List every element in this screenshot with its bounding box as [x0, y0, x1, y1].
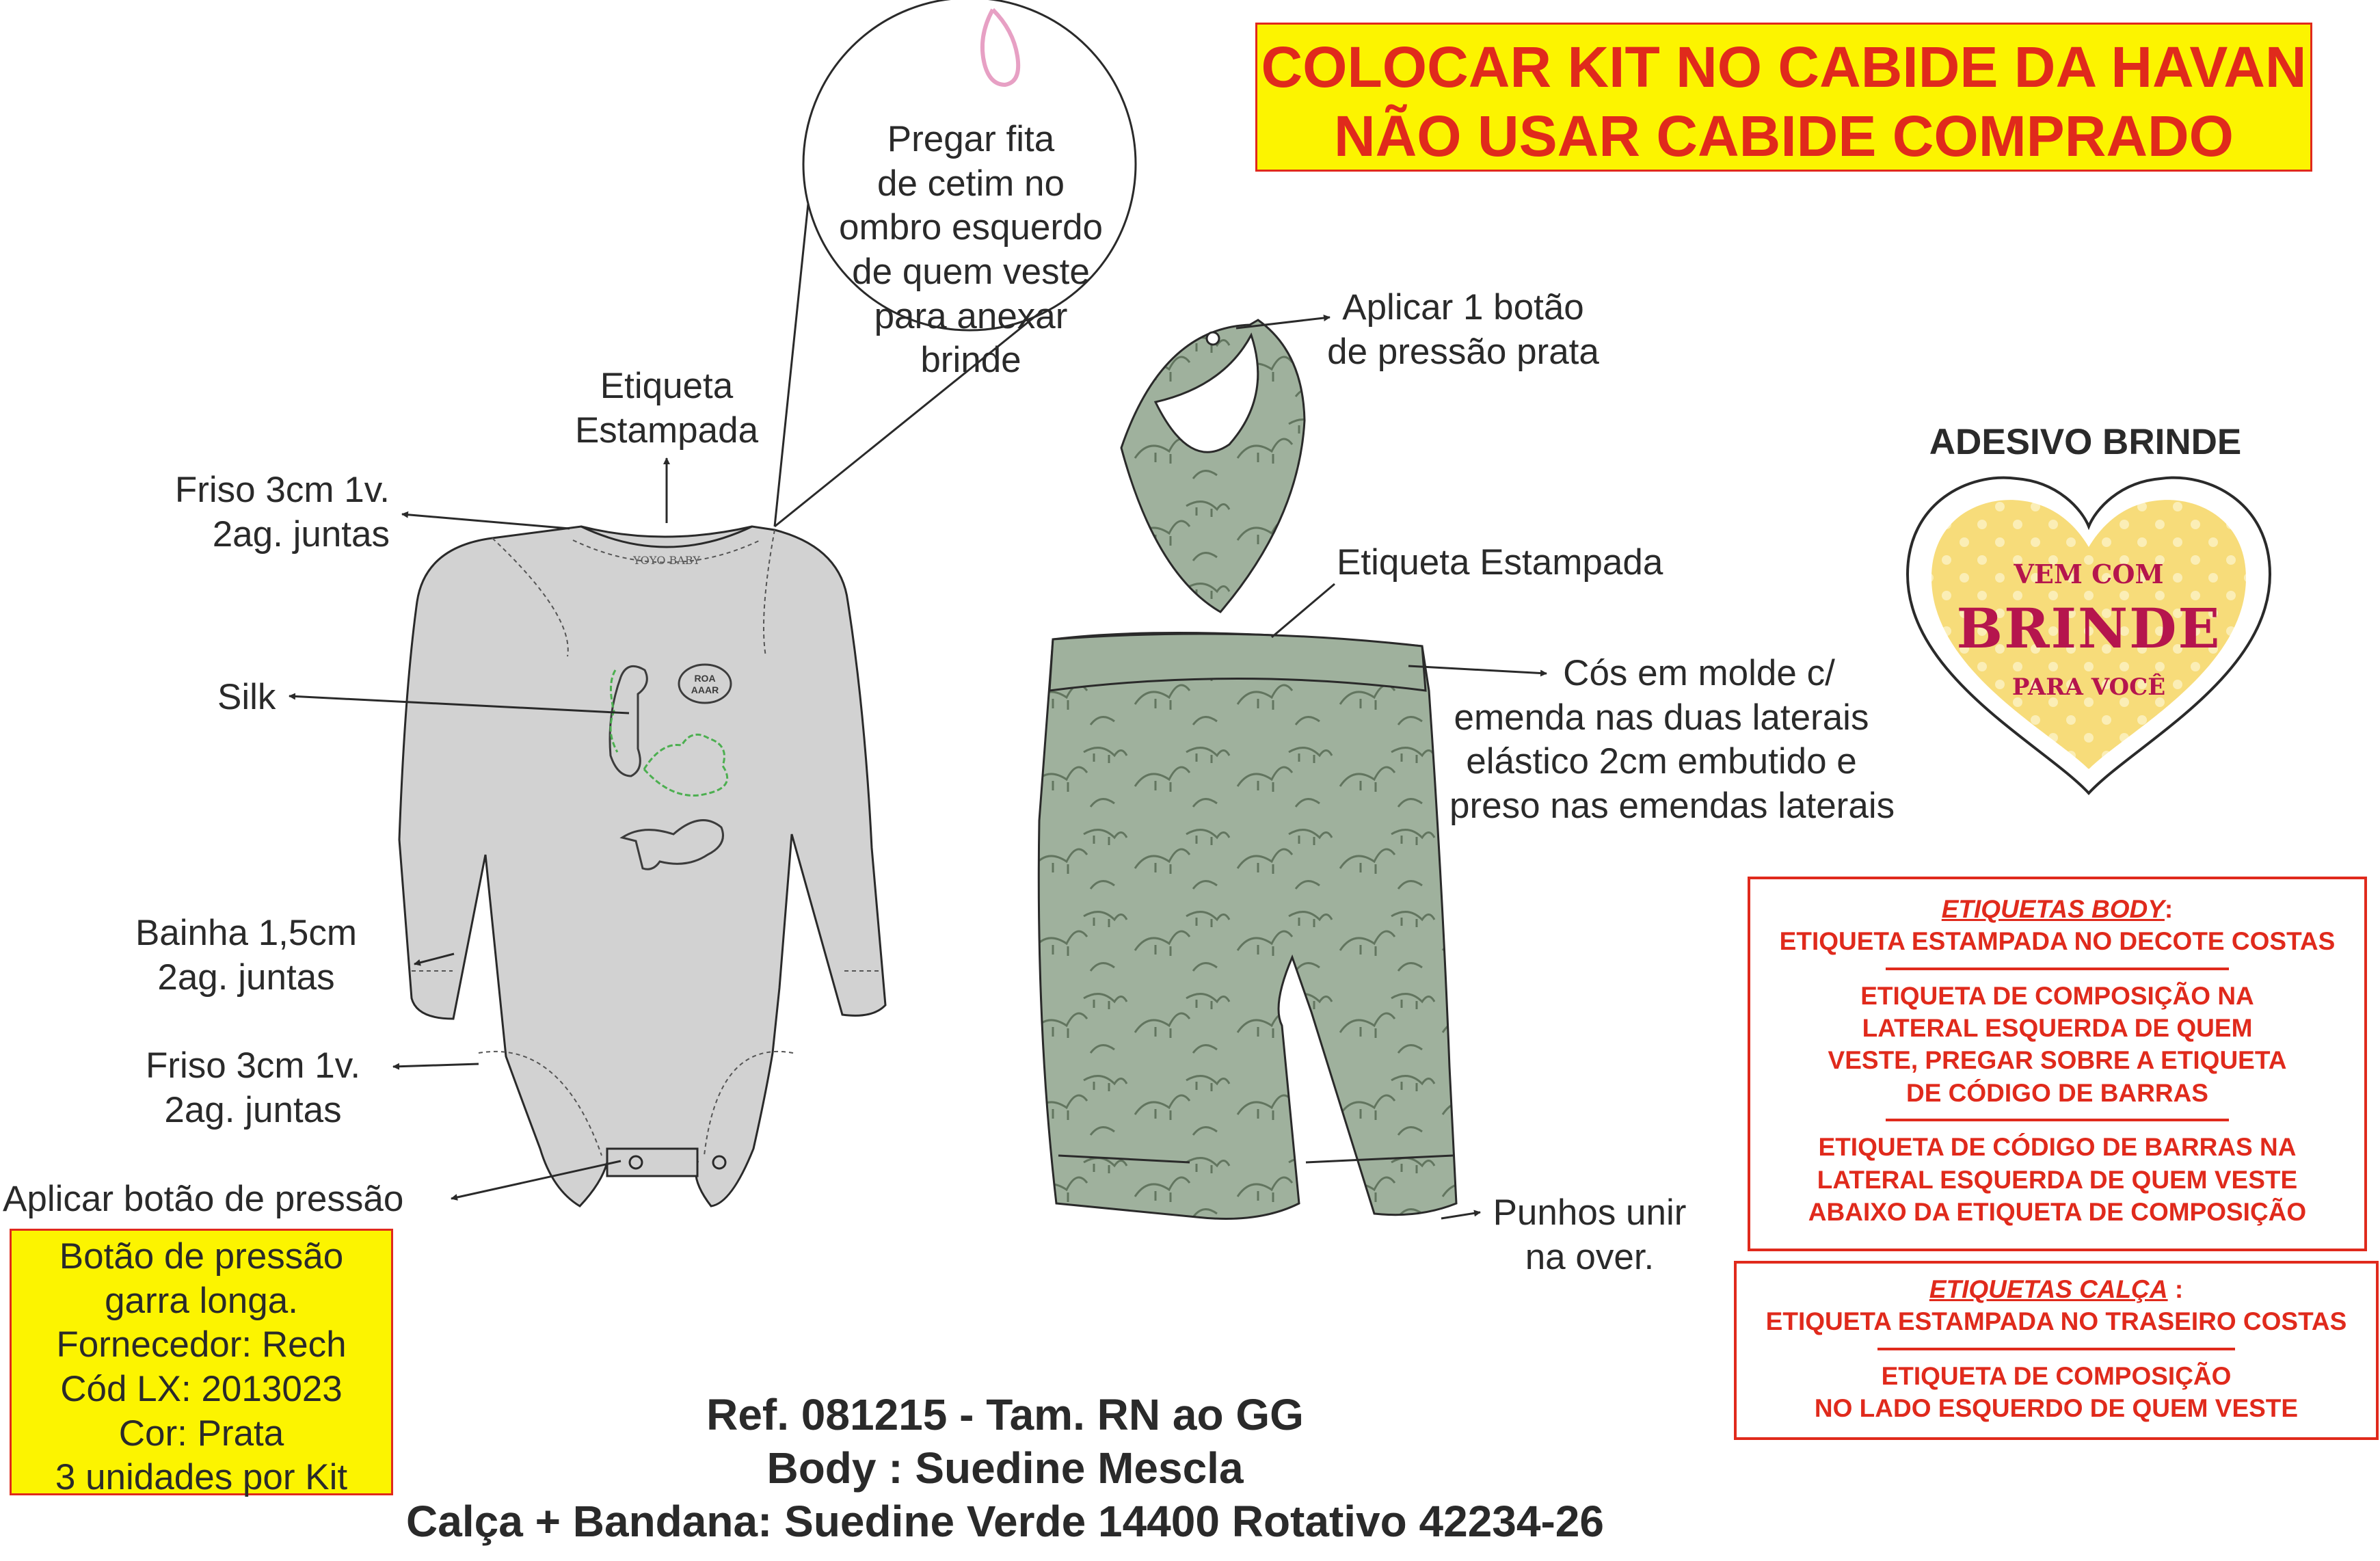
body-labels-header: ETIQUETAS BODY: [1941, 895, 2165, 923]
reference-line: Body : Suedine Mescla: [766, 1443, 1244, 1493]
bandana-snap-callout: Aplicar 1 botão de pressão prata: [1327, 287, 1599, 372]
brand-label: YOYO BABY: [633, 554, 700, 567]
pants-labels-header: ETIQUETAS CALÇA: [1929, 1275, 2168, 1303]
body-labels-item: ETIQUETA ESTAMPADA NO DECOTE COSTAS: [1779, 927, 2336, 956]
waistband-callout: Cós em molde c/ emenda nas duas laterais elástico 2cm embutido e preso nas emendas laterais: [1449, 653, 1895, 826]
bubble-text: ROA: [694, 673, 716, 684]
pants-drawing: [1039, 633, 1456, 1219]
supplier-info-box: Botão de pressão garra longa. Fornecedor: Rech Cód LX: 2013023 Cor: Prata 3 unidades por Kit: [10, 1229, 393, 1495]
pants-labels-box: ETIQUETAS CALÇA : ETIQUETA ESTAMPADA NO TRASEIRO COSTAS ETIQUETA DE COMPOSIÇÃO NO LADO ESQUERDO DE QUEM VESTE: [1734, 1261, 2379, 1440]
sticker-title: ADESIVO BRINDE: [1929, 422, 2242, 462]
leg-trim-callout: Friso 3cm 1v. 2ag. juntas: [145, 1045, 361, 1130]
divider: [1886, 968, 2230, 970]
banner-line-2: NÃO USAR CABIDE COMPRADO: [1333, 103, 2234, 168]
cuff-callout: Punhos unir na over.: [1493, 1192, 1687, 1277]
sticker-text-bottom: PARA VOCÊ: [2011, 673, 2166, 701]
bubble-text: AAAR: [691, 684, 719, 695]
neck-trim-callout: Friso 3cm 1v. 2ag. juntas: [174, 470, 390, 555]
snap-callout: Aplicar botão de pressão: [3, 1179, 404, 1219]
hem-callout: Bainha 1,5cm 2ag. juntas: [135, 913, 358, 998]
sticker-text-top: VEM COM: [2014, 559, 2164, 589]
body-labels-box: ETIQUETAS BODY: ETIQUETA ESTAMPADA NO DECOTE COSTAS ETIQUETA DE COMPOSIÇÃO NA LATERAL ESQUERDA DE QUEM VESTE, PREGAR SOBRE A ETIQUETA DE CÓDIGO DE BARRAS ETIQUETA DE CÓDIGO DE BARRAS NA LATERAL ESQUERDA DE QUEM VESTE ABAIXO DA ETIQUETA DE COMPOSIÇÃO: [1748, 877, 2367, 1251]
body-label-callout: Etiqueta Estampada: [574, 366, 759, 451]
banner-line-1: COLOCAR KIT NO CABIDE DA HAVAN: [1261, 35, 2307, 99]
hanger-warning-banner: [1255, 23, 2312, 172]
pants-label-callout: Etiqueta Estampada: [1337, 542, 1663, 583]
reference-line: Ref. 081215 - Tam. RN ao GG: [706, 1390, 1304, 1439]
bandana-drawing: [1121, 320, 1305, 612]
divider: [1886, 1119, 2230, 1121]
silk-callout: Silk: [217, 677, 276, 717]
reference-line: Calça + Bandana: Suedine Verde 14400 Rotativo 42234-26: [406, 1497, 1604, 1547]
snap-icon: [1207, 332, 1219, 345]
divider: [1877, 1348, 2236, 1350]
sticker-text-main: BRINDE: [1956, 596, 2221, 661]
ribbon-callout: Pregar fita de cetim no ombro esquerdo de quem veste para anexar brinde: [839, 119, 1103, 381]
reference-block: [232, 1388, 1778, 1548]
onesie-drawing: [399, 526, 885, 1206]
